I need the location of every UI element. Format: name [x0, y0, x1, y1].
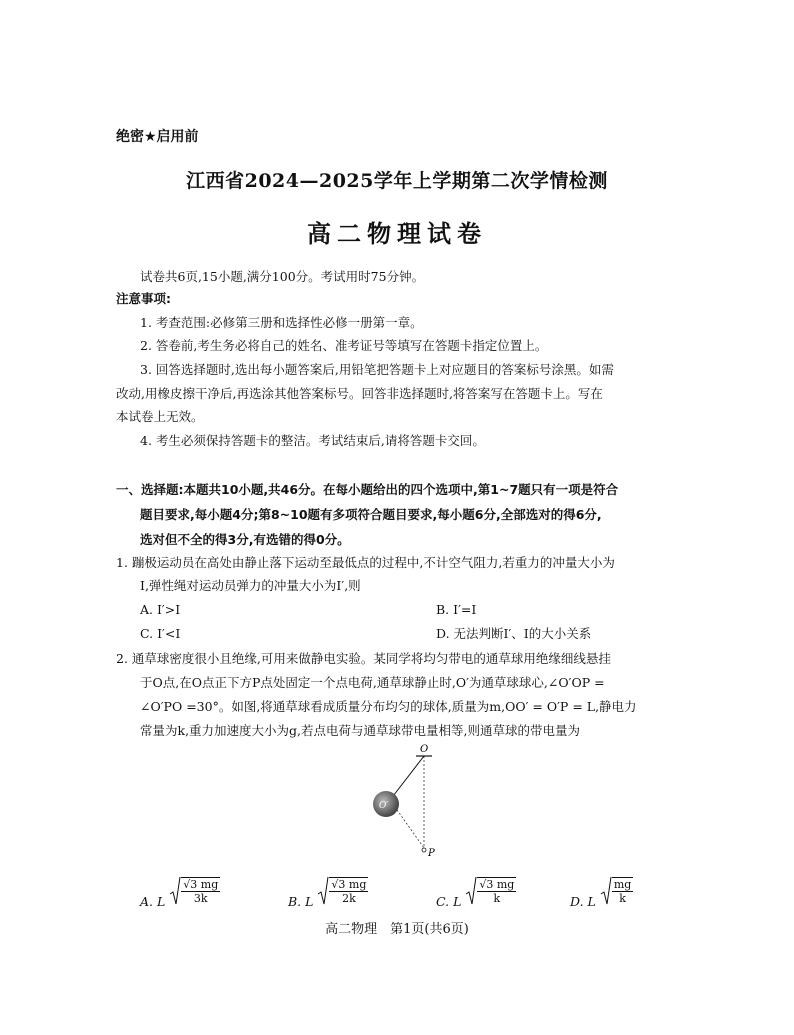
fraction-numerator: √3 mg [183, 878, 219, 891]
q1-option-a: A. I′>I [140, 602, 181, 617]
note-item: 1. 考查范围:必修第三册和选择性必修一册第一章。 [140, 315, 423, 330]
label-o: O [420, 744, 429, 755]
sqrt-icon [169, 876, 181, 906]
q1-option-b: B. I′=I [436, 602, 477, 617]
exam-title: 江西省2024—2025学年上学期第二次学情检测 [186, 170, 608, 192]
sqrt-expression [465, 876, 516, 906]
label-p: P [428, 848, 435, 859]
q2-option-c [436, 876, 516, 909]
fraction-denominator: k [619, 892, 626, 905]
sqrt-icon [317, 876, 329, 906]
fraction-denominator: 2k [342, 892, 356, 905]
note-item: 改动,用橡皮擦干净后,再选涂其他答案标号。回答非选择题时,将答案写在答题卡上。写在 [116, 386, 603, 401]
section-heading: 一、选择题:本题共10小题,共46分。在每小题给出的四个选项中,第1~7题只有一项是符合 [116, 482, 619, 497]
note-item: 2. 答卷前,考生务必将自己的姓名、准考证号等填写在答题卡指定位置上。 [140, 338, 548, 353]
q1-option-d: D. 无法判断I′、I的大小关系 [436, 626, 592, 641]
option-letter: A. L [140, 894, 166, 909]
label-o-prime: O′ [379, 801, 389, 811]
q2-option-a [140, 876, 220, 909]
fraction-numerator: √3 mg [331, 878, 367, 891]
fraction [329, 877, 368, 905]
sqrt-icon [465, 876, 477, 906]
secret-label: 绝密★启用前 [116, 129, 199, 145]
subject-title: 高二物理试卷 [307, 220, 487, 248]
q2-stem: ∠O′PO =30°。如图,将通草球看成质量分布均匀的球体,质量为m,OO′ = O′P = L,静电力 [140, 699, 637, 714]
fraction-numerator: mg [613, 878, 632, 891]
q2-option-d [570, 876, 633, 909]
fraction-denominator: 3k [193, 892, 208, 905]
sqrt-expression [600, 876, 633, 906]
q1-stem: I,弹性绳对运动员弹力的冲量大小为I′,则 [140, 578, 361, 593]
q2-stem: 2. 通草球密度很小且绝缘,可用来做静电实验。某同学将均匀带电的通草球用绝缘细线悬挂 [116, 651, 611, 666]
option-letter: C. L [436, 894, 462, 909]
note-item: 4. 考生必须保持答题卡的整洁。考试结束后,请将答题卡交回。 [140, 433, 485, 448]
fraction [612, 877, 633, 905]
thread-line [390, 756, 424, 800]
sqrt-icon [600, 876, 612, 906]
q1-option-c: C. I′<I [140, 626, 181, 641]
q1-stem: 1. 蹦极运动员在高处由静止落下运动至最低点的过程中,不计空气阻力,若重力的冲量大小为 [116, 555, 615, 570]
q2-figure [360, 742, 460, 862]
option-letter: D. L [570, 894, 596, 909]
sqrt-expression [169, 876, 220, 906]
point-charge [422, 848, 426, 852]
note-item: 本试卷上无效。 [116, 409, 204, 424]
note-item: 3. 回答选择题时,选出每小题答案后,用铅笔把答题卡上对应题目的答案标号涂黑。如需 [140, 362, 614, 377]
page-footer: 高二物理 第1页(共6页) [325, 922, 469, 937]
sqrt-expression [317, 876, 368, 906]
exam-intro: 试卷共6页,15小题,满分100分。考试用时75分钟。 [140, 269, 425, 284]
q2-stem: 于O点,在O点正下方P点处固定一个点电荷,通草球静止时,O′为通草球球心,∠O′OP = [140, 675, 605, 690]
section-heading-cont: 题目要求,每小题4分;第8~10题有多项符合题目要求,每小题6分,全部选对的得6分, [140, 507, 602, 522]
fraction [477, 877, 516, 905]
q2-stem: 常量为k,重力加速度大小为g,若点电荷与通草球带电量相等,则通草球的带电量为 [140, 723, 580, 738]
fraction-denominator: k [493, 892, 501, 905]
notes-heading: 注意事项: [116, 291, 171, 306]
q2-option-b [288, 876, 368, 909]
fraction-numerator: √3 mg [479, 878, 515, 891]
section-heading-cont: 选对但不全的得3分,有选错的得0分。 [140, 532, 350, 547]
option-letter: B. L [288, 894, 314, 909]
fraction [181, 877, 220, 905]
